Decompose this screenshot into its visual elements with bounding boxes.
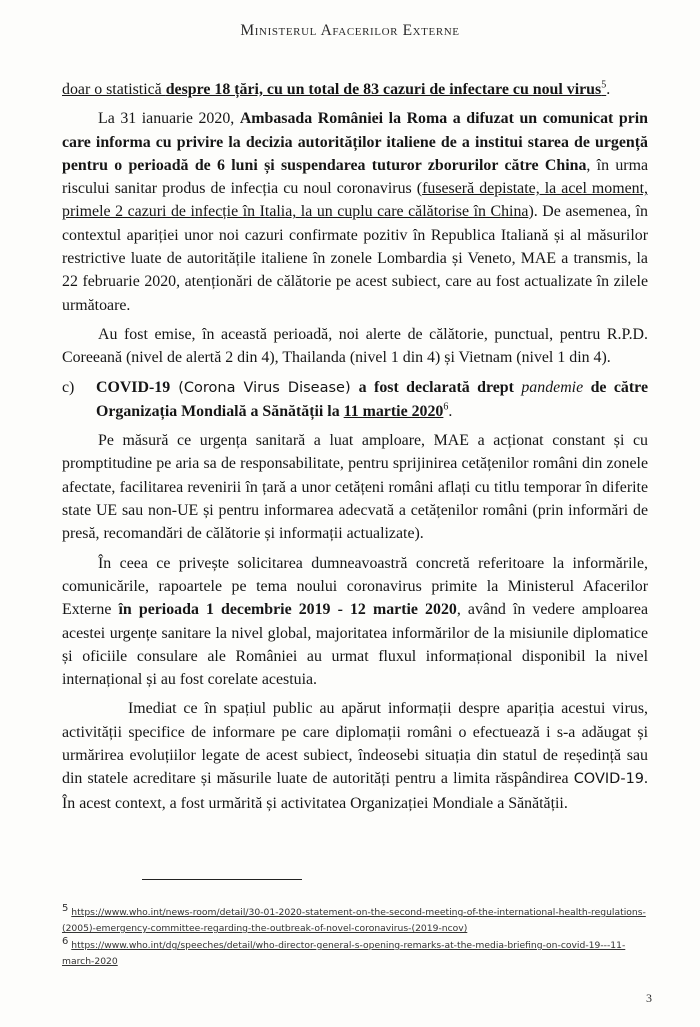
text-run: COVID-19 bbox=[573, 771, 645, 788]
paragraph-mae-actions: Pe măsură ce urgența sanitară a luat amploare, MAE a acționat constant și cu promptitudine pe aria sa de responsabilitate, pentru sprijinirea cetățenilor români din zonele afectate, facilitarea revenirii în țară a unor cetățeni români aflați cu titlu temporar în diferite state UE sau non-UE și pentru informarea adecvată a cetățenilor români (prin informări de presă, recomandări de călătorie și informații actualizate). bbox=[62, 432, 648, 543]
paragraph-travel-alerts: Au fost emise, în această perioadă, noi alerte de călătorie, punctual, pentru R.P.D. Coreeană (nivel de alertă 2 din 4), Thailanda (nivel 1 din 4) și Vietnam (nivel 1 din 4). bbox=[62, 325, 648, 367]
text-run: . bbox=[448, 402, 453, 420]
footnote-mark: 6 bbox=[62, 935, 69, 947]
text-run: Imediat ce în spațiul public au apărut informații despre apariția acestui virus, activității specifice de informare pe care diplomații români o efectuează i s-a adăugat și urmărirea evoluțiilor legate de acest subiect, îndeosebi situația din statul de reședință sau din statele acreditare și măsurile luate de autorități pentru a limita răspândirea bbox=[62, 700, 648, 788]
paragraph-pandemic bbox=[96, 376, 648, 424]
footnote-5 bbox=[62, 902, 652, 937]
document-body bbox=[62, 78, 648, 821]
paragraph-request bbox=[62, 552, 648, 692]
text-run: În ceea ce privește solicitarea dumneavoastră concretă referitoare la informările, comunicările, rapoartele pe tema noului coronavirus primite la Ministerul Afacerilor Externe bbox=[62, 554, 648, 619]
text-run: ). De asemenea, în contextul apariției unor noi cazuri confirmate pozitiv în Republica Italiană și al măsurilor restrictive luate de autoritățile italiene în zonele Lombardia și Veneto, MAE a transmis, la 22 februarie 2020, atenționări de călătorie pe acest subiect, care au fost actualizate în zilele următoare. bbox=[62, 203, 648, 314]
footnote-link[interactable]: https://www.who.int/dg/speeches/detail/who-director-general-s-opening-remarks-at-the-media-briefing-on-covid-19---11-march-2020 bbox=[62, 940, 626, 967]
page-number: 3 bbox=[646, 991, 652, 1005]
page-header: Ministerul Afacerilor Externe bbox=[240, 22, 460, 39]
footnote-6 bbox=[62, 935, 652, 970]
paragraph-diplomats bbox=[62, 697, 648, 814]
footnote-ref-6[interactable]: 6 bbox=[443, 401, 449, 413]
italic-text-run: pandemie bbox=[521, 378, 584, 396]
text-run: , având în vedere amploarea acestei urgențe sanitare la nivel global, majoritatea informărilor de la misiunile diplomatice și oficiile consulare ale României au urmat fluxul informațional disponibil la nivel internațional și au fost corelate acestuia. bbox=[62, 601, 649, 689]
footnote-separator bbox=[142, 879, 302, 880]
text-run: , în urma riscului sanitar produs de infecția cu noul coronavirus ( bbox=[62, 156, 648, 198]
text-run: . În acest context, a fost urmărită și activitatea Organizației Mondiale a Sănătății. bbox=[62, 770, 648, 812]
paragraph-italy-embassy bbox=[62, 107, 648, 317]
footnote-mark: 5 bbox=[62, 902, 69, 914]
footnote-ref-5[interactable]: 5 bbox=[601, 79, 607, 91]
bold-text-run: Ambasada României la Roma a difuzat un comunicat prin care informa cu privire la decizia autorităților italiene de a institui starea de urgență pentru o perioadă de 6 luni și suspendarea tuturor zborurilor către China bbox=[62, 110, 649, 174]
bold-text-run: în perioada 1 decembrie 2019 - 12 martie 2020 bbox=[118, 601, 457, 619]
text-run: . bbox=[606, 81, 611, 98]
bold-text-run: de către Organizația Mondială a Sănătății la bbox=[96, 378, 648, 420]
underlined-text-run: fuseseră depistate, la acel moment, primele 2 cazuri de infecție în Italia, la un cuplu care călătorise în China bbox=[62, 180, 648, 221]
list-marker: c) bbox=[62, 378, 75, 396]
bold-text-run: despre 18 țări, cu un total de 83 cazuri de infectare cu noul virus bbox=[165, 81, 602, 98]
list-item-c bbox=[62, 376, 648, 424]
text-run: (Corona Virus Disease) bbox=[170, 379, 359, 396]
underlined-date: 11 martie 2020 bbox=[343, 402, 444, 420]
paragraph-continuation bbox=[62, 78, 648, 101]
bold-text-run: COVID-19 bbox=[96, 378, 171, 396]
bold-text-run: a fost declarată drept bbox=[358, 378, 522, 396]
footnotes bbox=[62, 902, 652, 971]
text-run: La 31 ianuarie 2020, bbox=[98, 110, 240, 128]
text-run: doar o statistică bbox=[62, 81, 166, 98]
continuation-text bbox=[62, 81, 606, 98]
footnote-link[interactable]: https://www.who.int/news-room/detail/30-01-2020-statement-on-the-second-meeting-of-the-international-health-regulations-(2005)-emergency-committee-regarding-the-outbreak-of-novel-coronavirus-(2019-ncov) bbox=[62, 907, 646, 934]
